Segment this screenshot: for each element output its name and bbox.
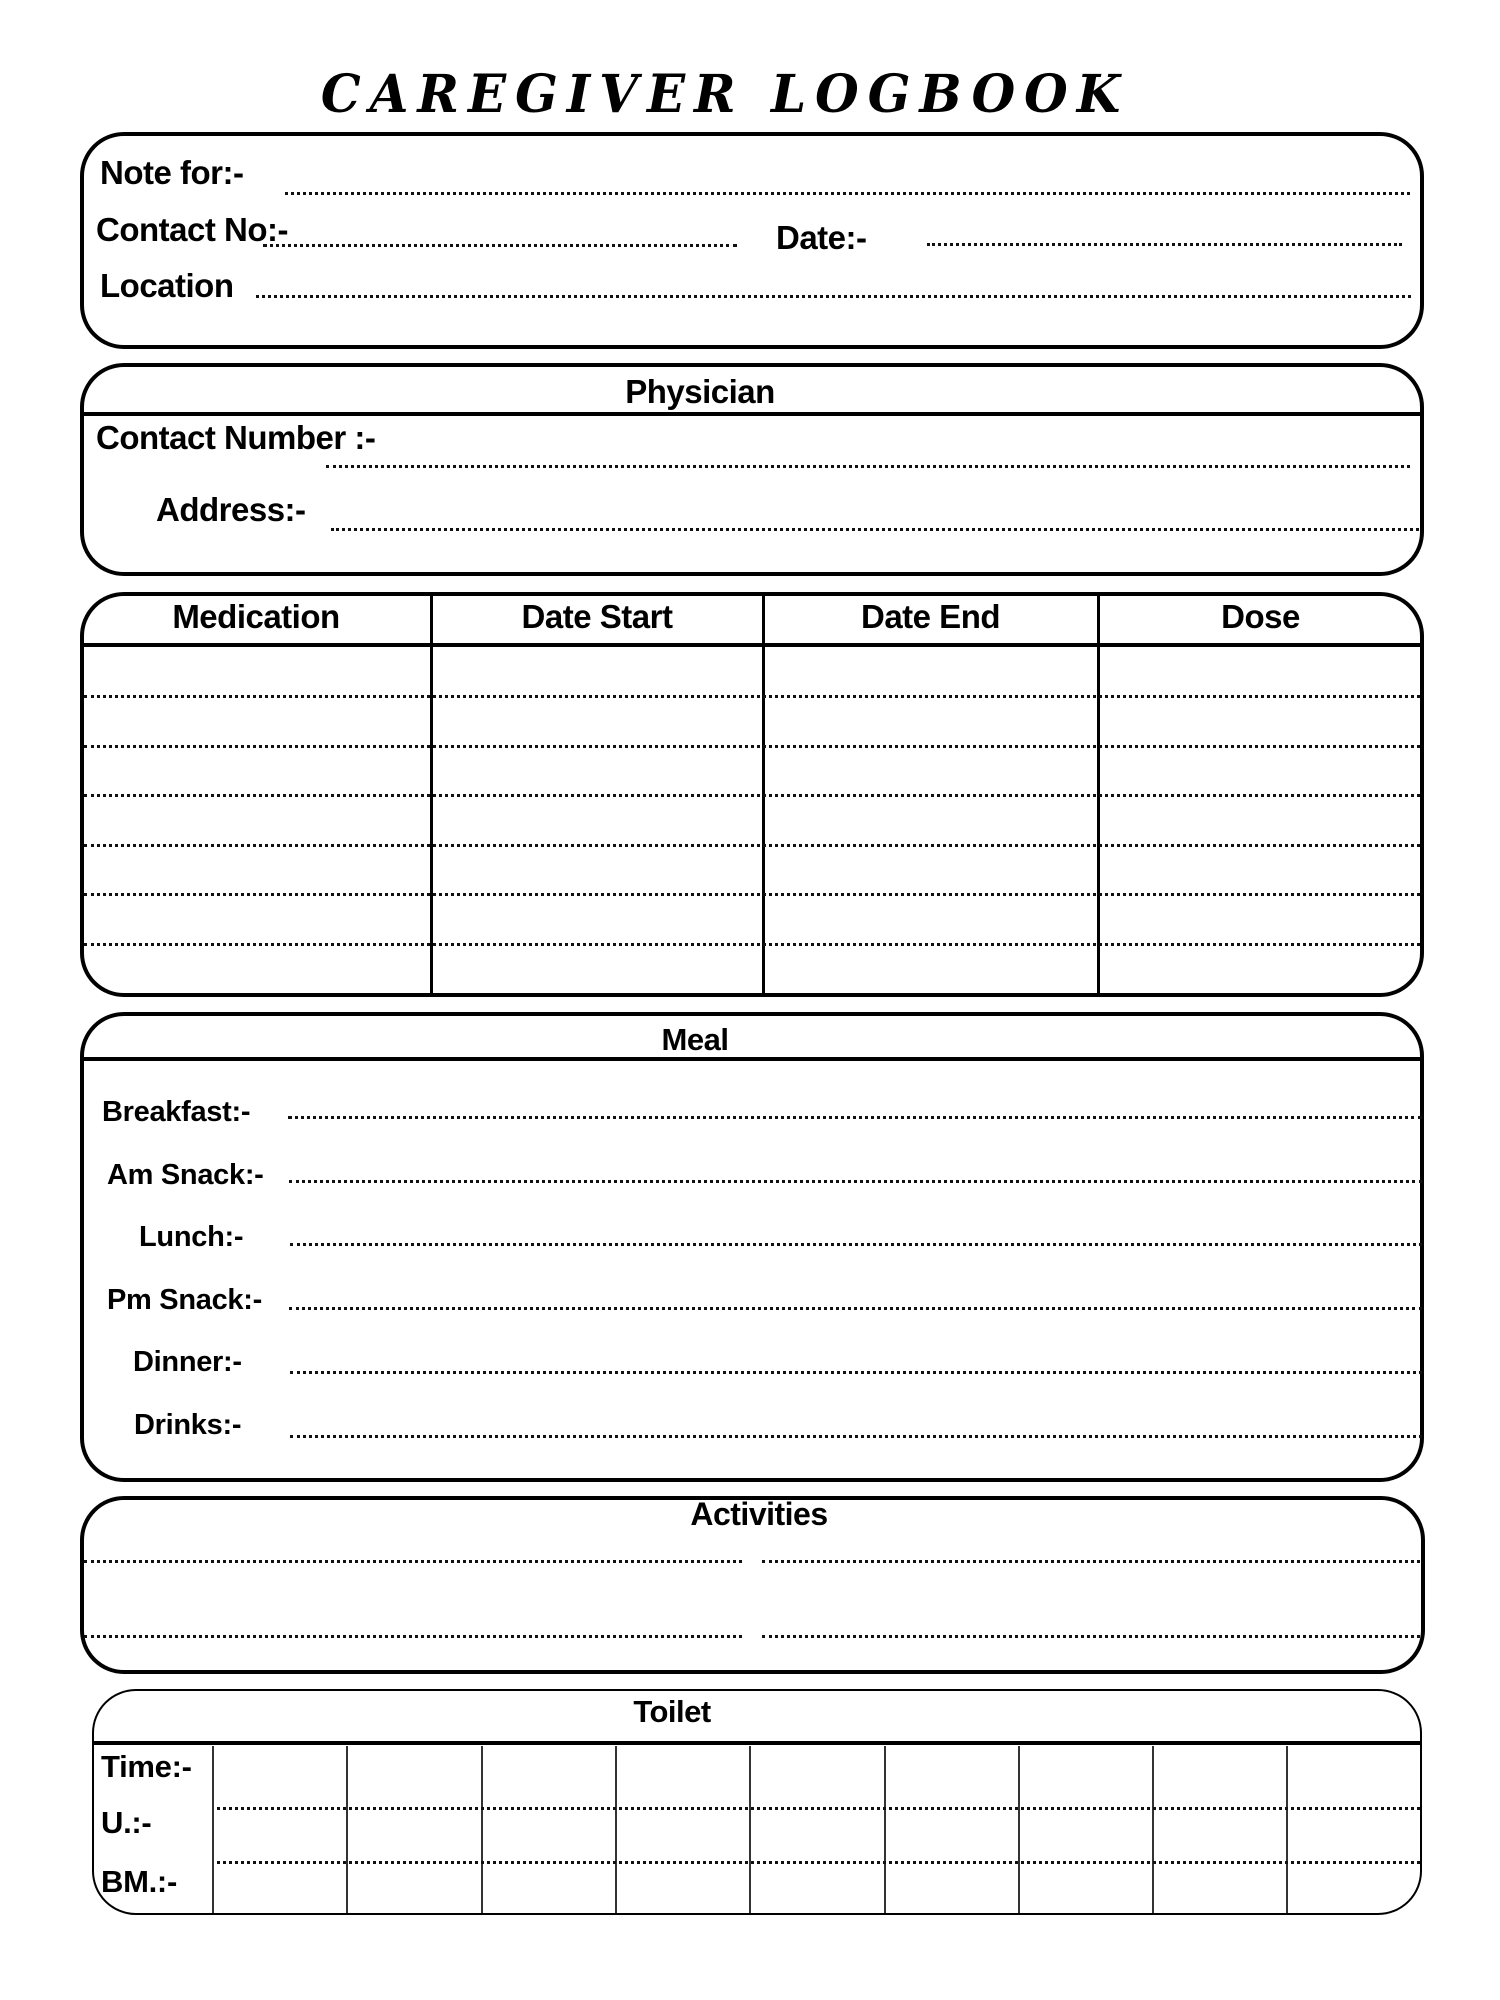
toilet-cell[interactable] <box>752 1810 882 1858</box>
toilet-cell[interactable] <box>349 1864 479 1908</box>
meal-field-drinks[interactable] <box>290 1435 1422 1438</box>
contact-no-field[interactable] <box>263 244 737 247</box>
medication-cell[interactable] <box>1100 746 1417 791</box>
meal-label-pm-snack: Pm Snack:- <box>107 1284 262 1316</box>
toilet-col-divider <box>749 1746 751 1913</box>
medication-cell[interactable] <box>1100 696 1417 741</box>
toilet-cell[interactable] <box>215 1810 344 1858</box>
date-field[interactable] <box>927 243 1402 246</box>
toilet-cell[interactable] <box>349 1746 479 1802</box>
meal-title: Meal <box>661 1022 729 1057</box>
physician-address-label: Address:- <box>156 491 306 528</box>
medication-cell[interactable] <box>84 746 430 791</box>
meal-section <box>80 1012 1424 1482</box>
toilet-col-divider <box>1286 1746 1288 1913</box>
medication-cell[interactable] <box>765 944 1097 989</box>
toilet-cell[interactable] <box>1155 1746 1284 1802</box>
toilet-col-divider <box>481 1746 483 1913</box>
meal-label-drinks: Drinks:- <box>134 1409 242 1441</box>
toilet-col-divider <box>884 1746 886 1913</box>
medication-cell[interactable] <box>84 944 430 989</box>
contact-no-label: Contact No:- <box>96 211 288 248</box>
toilet-divider <box>93 1741 1421 1745</box>
medication-cell[interactable] <box>433 696 762 741</box>
meal-field-breakfast[interactable] <box>288 1116 1422 1119</box>
toilet-cell[interactable] <box>1155 1810 1284 1858</box>
toilet-cell[interactable] <box>1289 1746 1416 1802</box>
meal-field-pm-snack[interactable] <box>289 1307 1422 1310</box>
medication-cell[interactable] <box>765 894 1097 939</box>
medication-cell[interactable] <box>84 845 430 890</box>
toilet-cell[interactable] <box>887 1864 1016 1908</box>
meal-field-lunch[interactable] <box>290 1243 1422 1246</box>
medication-cell[interactable] <box>433 944 762 989</box>
physician-contact-field[interactable] <box>326 465 1410 468</box>
toilet-cell[interactable] <box>484 1810 613 1858</box>
medication-cell[interactable] <box>433 795 762 840</box>
medication-cell[interactable] <box>433 894 762 939</box>
activities-field[interactable] <box>84 1635 742 1638</box>
toilet-title: Toilet <box>633 1694 711 1729</box>
medication-cell[interactable] <box>84 647 430 692</box>
toilet-cell[interactable] <box>618 1864 747 1908</box>
toilet-cell[interactable] <box>1289 1810 1416 1858</box>
activities-field[interactable] <box>762 1560 1420 1563</box>
toilet-cell[interactable] <box>484 1864 613 1908</box>
toilet-cell[interactable] <box>1021 1864 1150 1908</box>
toilet-col-divider <box>615 1746 617 1913</box>
toilet-col-divider <box>346 1746 348 1913</box>
toilet-cell[interactable] <box>618 1810 747 1858</box>
date-label: Date:- <box>776 219 867 256</box>
physician-contact-label: Contact Number :- <box>96 419 376 456</box>
physician-title: Physician <box>625 373 775 410</box>
medication-cell[interactable] <box>433 746 762 791</box>
medication-cell[interactable] <box>1100 647 1417 692</box>
location-field[interactable] <box>256 295 1411 298</box>
medication-cell[interactable] <box>84 795 430 840</box>
note-for-label: Note for:- <box>100 154 244 191</box>
toilet-cell[interactable] <box>1021 1810 1150 1858</box>
toilet-cell[interactable] <box>752 1746 882 1802</box>
toilet-cell[interactable] <box>1155 1864 1284 1908</box>
toilet-cell[interactable] <box>215 1746 344 1802</box>
medication-cell[interactable] <box>84 894 430 939</box>
toilet-cell[interactable] <box>618 1746 747 1802</box>
medication-cell[interactable] <box>765 696 1097 741</box>
toilet-cell[interactable] <box>1289 1864 1416 1908</box>
medication-cell[interactable] <box>765 845 1097 890</box>
medication-cell[interactable] <box>765 647 1097 692</box>
toilet-cell[interactable] <box>752 1864 882 1908</box>
toilet-label-time: Time:- <box>101 1749 192 1784</box>
toilet-label-bm: BM.:- <box>101 1864 177 1899</box>
toilet-cell[interactable] <box>484 1746 613 1802</box>
activities-field[interactable] <box>84 1560 742 1563</box>
toilet-col-divider <box>1018 1746 1020 1913</box>
note-for-field[interactable] <box>285 192 1410 195</box>
meal-label-am-snack: Am Snack:- <box>107 1159 264 1191</box>
toilet-label-urine: U.:- <box>101 1805 152 1840</box>
toilet-cell[interactable] <box>887 1810 1016 1858</box>
medication-cell[interactable] <box>1100 944 1417 989</box>
location-label: Location <box>100 267 234 304</box>
medication-cell[interactable] <box>433 647 762 692</box>
physician-divider <box>82 412 1420 416</box>
medication-cell[interactable] <box>765 746 1097 791</box>
meal-label-lunch: Lunch:- <box>139 1221 244 1253</box>
col-header-date-end: Date End <box>860 598 1001 635</box>
toilet-cell[interactable] <box>349 1810 479 1858</box>
toilet-cell[interactable] <box>1021 1746 1150 1802</box>
physician-address-field[interactable] <box>331 528 1419 531</box>
toilet-col-divider <box>1152 1746 1154 1913</box>
activities-title: Activities <box>690 1496 828 1532</box>
meal-label-dinner: Dinner:- <box>133 1346 242 1378</box>
medication-cell[interactable] <box>1100 845 1417 890</box>
col-header-dose: Dose <box>1221 598 1300 635</box>
col-header-date-start: Date Start <box>521 598 673 635</box>
medication-cell[interactable] <box>1100 795 1417 840</box>
medication-cell[interactable] <box>84 696 430 741</box>
col-header-medication: Medication <box>172 598 340 635</box>
toilet-col-divider <box>212 1746 214 1913</box>
medication-cell[interactable] <box>765 795 1097 840</box>
page-title: CAREGIVER LOGBOOK <box>320 62 1130 125</box>
meal-label-breakfast: Breakfast:- <box>102 1096 251 1128</box>
medication-cell[interactable] <box>433 845 762 890</box>
medication-cell[interactable] <box>1100 894 1417 939</box>
toilet-cell[interactable] <box>215 1864 344 1908</box>
toilet-cell[interactable] <box>887 1746 1016 1802</box>
activities-field[interactable] <box>762 1635 1420 1638</box>
meal-field-dinner[interactable] <box>290 1371 1422 1374</box>
meal-field-am-snack[interactable] <box>289 1180 1422 1183</box>
